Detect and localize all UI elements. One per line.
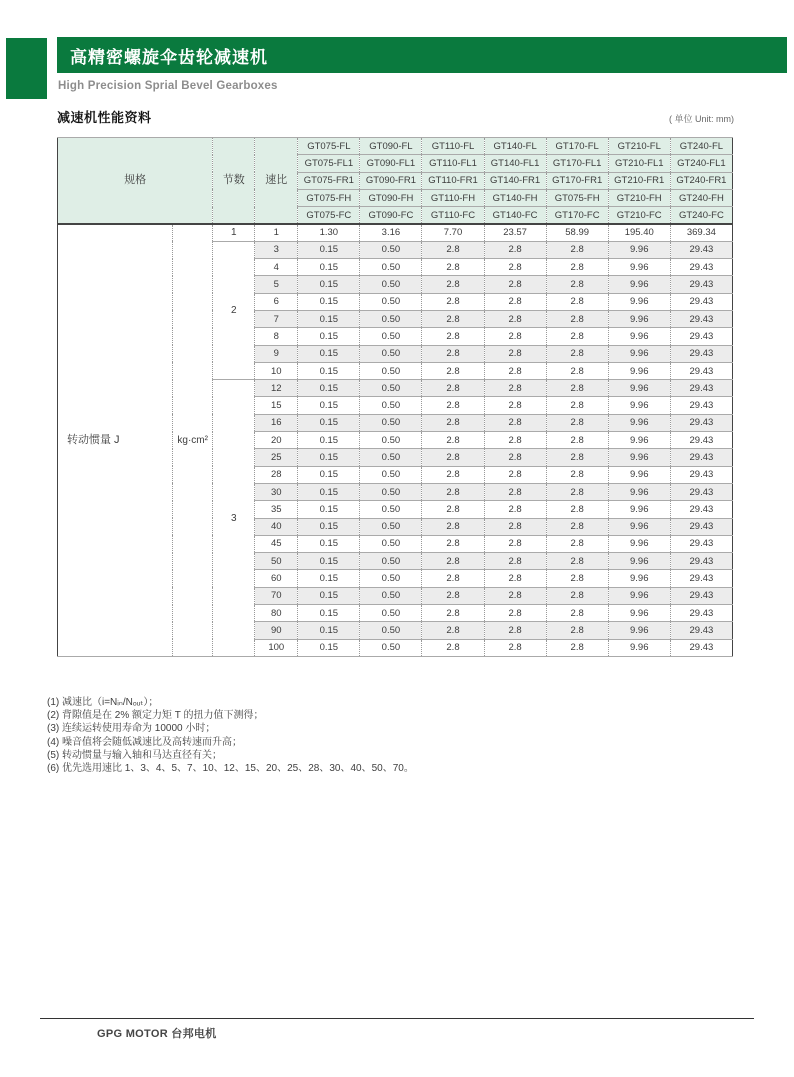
sections-cell: 1: [213, 224, 255, 241]
value-cell: 2.8: [546, 570, 608, 587]
ratio-cell: 50: [255, 553, 298, 570]
value-cell: 29.43: [670, 466, 732, 483]
value-cell: 2.8: [422, 587, 484, 604]
value-cell: 2.8: [422, 432, 484, 449]
ratio-cell: 20: [255, 432, 298, 449]
model-header-cell: GT140-FL1: [484, 155, 546, 172]
value-cell: 9.96: [608, 310, 670, 327]
ratio-cell: 70: [255, 587, 298, 604]
ratio-cell: 1: [255, 224, 298, 241]
value-cell: 2.8: [422, 570, 484, 587]
model-header-cell: GT170-FR1: [546, 172, 608, 189]
model-header-cell: GT140-FC: [484, 207, 546, 224]
value-cell: 0.50: [360, 293, 422, 310]
value-cell: 2.8: [546, 241, 608, 258]
ratio-cell: 35: [255, 501, 298, 518]
model-header-cell: GT110-FR1: [422, 172, 484, 189]
value-cell: 2.8: [546, 414, 608, 431]
value-cell: 9.96: [608, 587, 670, 604]
value-cell: 0.50: [360, 605, 422, 622]
table-header: [58, 138, 733, 224]
value-cell: 23.57: [484, 224, 546, 241]
value-cell: 2.8: [422, 310, 484, 327]
value-cell: 2.8: [484, 553, 546, 570]
value-cell: 0.50: [360, 397, 422, 414]
value-cell: 0.15: [298, 639, 360, 656]
value-cell: 29.43: [670, 241, 732, 258]
value-cell: 2.8: [546, 397, 608, 414]
value-cell: 2.8: [422, 535, 484, 552]
value-cell: 2.8: [546, 276, 608, 293]
value-cell: 29.43: [670, 501, 732, 518]
value-cell: 2.8: [546, 553, 608, 570]
model-header-cell: GT170-FL: [546, 138, 608, 155]
ratio-cell: 80: [255, 605, 298, 622]
model-header-cell: GT110-FL: [422, 138, 484, 155]
value-cell: 9.96: [608, 483, 670, 500]
footer-rule: [40, 1018, 754, 1019]
value-cell: 0.50: [360, 276, 422, 293]
value-cell: 369.34: [670, 224, 732, 241]
table-body: [58, 224, 733, 656]
section-header-row: [57, 107, 734, 126]
value-cell: 0.15: [298, 553, 360, 570]
footnote: (1) 减速比（i=Nᵢₙ/Nₒᵤₜ）；: [47, 697, 159, 708]
footnote: (5) 转动惯量与输入轴和马达直径有关；: [47, 749, 222, 761]
value-cell: 0.15: [298, 259, 360, 276]
value-cell: 0.50: [360, 414, 422, 431]
value-cell: 9.96: [608, 535, 670, 552]
value-cell: 0.15: [298, 605, 360, 622]
value-cell: 9.96: [608, 466, 670, 483]
value-cell: 0.15: [298, 466, 360, 483]
value-cell: 2.8: [484, 535, 546, 552]
model-header-cell: GT140-FL: [484, 138, 546, 155]
value-cell: 9.96: [608, 293, 670, 310]
model-header-cell: GT110-FH: [422, 189, 484, 206]
value-cell: 2.8: [546, 310, 608, 327]
value-cell: 0.50: [360, 432, 422, 449]
value-cell: 2.8: [546, 605, 608, 622]
value-cell: 2.8: [546, 328, 608, 345]
value-cell: 9.96: [608, 449, 670, 466]
value-cell: 2.8: [546, 345, 608, 362]
value-cell: 9.96: [608, 397, 670, 414]
value-cell: 2.8: [546, 518, 608, 535]
model-header-cell: GT090-FR1: [360, 172, 422, 189]
footnote: (6) 优先选用速比 1、3、4、5、7、10、12、15、20、25、28、30、40、50、70。: [47, 763, 414, 775]
brand-square: [6, 38, 47, 99]
value-cell: 2.8: [546, 466, 608, 483]
value-cell: 9.96: [608, 414, 670, 431]
model-header-cell: GT075-FH: [546, 189, 608, 206]
value-cell: 2.8: [546, 483, 608, 500]
value-cell: 2.8: [422, 466, 484, 483]
value-cell: 0.50: [360, 518, 422, 535]
model-header-cell: GT210-FH: [608, 189, 670, 206]
value-cell: 29.43: [670, 483, 732, 500]
value-cell: 1.30: [298, 224, 360, 241]
value-cell: 0.15: [298, 380, 360, 397]
model-header-cell: GT240-FH: [670, 189, 732, 206]
model-header-cell: GT075-FR1: [298, 172, 360, 189]
model-header-cell: GT075-FL1: [298, 155, 360, 172]
model-header-cell: GT090-FC: [360, 207, 422, 224]
value-cell: 9.96: [608, 622, 670, 639]
ratio-cell: 12: [255, 380, 298, 397]
value-cell: 2.8: [484, 345, 546, 362]
ratio-cell: 6: [255, 293, 298, 310]
value-cell: 2.8: [484, 328, 546, 345]
value-cell: 2.8: [484, 362, 546, 379]
value-cell: 2.8: [422, 259, 484, 276]
value-cell: 9.96: [608, 380, 670, 397]
value-cell: 2.8: [422, 501, 484, 518]
value-cell: 29.43: [670, 518, 732, 535]
model-header-cell: GT170-FL1: [546, 155, 608, 172]
value-cell: 3.16: [360, 224, 422, 241]
value-cell: 2.8: [422, 293, 484, 310]
value-cell: 2.8: [484, 259, 546, 276]
value-cell: 2.8: [484, 518, 546, 535]
ratio-cell: 4: [255, 259, 298, 276]
model-header-cell: GT210-FL: [608, 138, 670, 155]
value-cell: 0.50: [360, 553, 422, 570]
ratio-cell: 100: [255, 639, 298, 656]
value-cell: 0.15: [298, 241, 360, 258]
value-cell: 0.15: [298, 276, 360, 293]
value-cell: 0.50: [360, 483, 422, 500]
value-cell: 2.8: [422, 241, 484, 258]
ratio-cell: 40: [255, 518, 298, 535]
value-cell: 0.15: [298, 587, 360, 604]
model-header-cell: GT240-FC: [670, 207, 732, 224]
model-header-cell: GT090-FL1: [360, 155, 422, 172]
value-cell: 0.50: [360, 380, 422, 397]
footnotes: [47, 696, 414, 775]
value-cell: 29.43: [670, 587, 732, 604]
value-cell: 0.15: [298, 501, 360, 518]
value-cell: 0.50: [360, 639, 422, 656]
value-cell: 2.8: [484, 449, 546, 466]
value-cell: 2.8: [546, 639, 608, 656]
value-cell: 2.8: [422, 518, 484, 535]
value-cell: 195.40: [608, 224, 670, 241]
value-cell: 29.43: [670, 345, 732, 362]
value-cell: 2.8: [546, 380, 608, 397]
value-cell: 29.43: [670, 605, 732, 622]
value-cell: 9.96: [608, 259, 670, 276]
value-cell: 29.43: [670, 414, 732, 431]
value-cell: 9.96: [608, 518, 670, 535]
value-cell: 0.50: [360, 310, 422, 327]
value-cell: 9.96: [608, 241, 670, 258]
value-cell: 0.15: [298, 535, 360, 552]
model-header-cell: GT140-FH: [484, 189, 546, 206]
value-cell: 2.8: [546, 622, 608, 639]
value-cell: 29.43: [670, 639, 732, 656]
value-cell: 0.15: [298, 293, 360, 310]
model-header-cell: GT090-FL: [360, 138, 422, 155]
section-title: 减速机性能资料: [57, 110, 152, 125]
ratio-cell: 5: [255, 276, 298, 293]
footnote: (2) 背隙值是在 2% 额定力矩 T 的扭力值下测得；: [47, 710, 264, 722]
sections-cell: 2: [213, 241, 255, 379]
value-cell: 9.96: [608, 362, 670, 379]
value-cell: 2.8: [422, 362, 484, 379]
value-cell: 2.8: [422, 622, 484, 639]
value-cell: 2.8: [484, 432, 546, 449]
value-cell: 0.15: [298, 345, 360, 362]
value-cell: 0.50: [360, 449, 422, 466]
model-header-cell: GT110-FL1: [422, 155, 484, 172]
value-cell: 2.8: [484, 501, 546, 518]
value-cell: 0.15: [298, 414, 360, 431]
value-cell: 0.15: [298, 570, 360, 587]
sections-header-cell: 节数: [213, 138, 255, 224]
ratio-cell: 25: [255, 449, 298, 466]
value-cell: 2.8: [546, 362, 608, 379]
value-cell: 2.8: [422, 639, 484, 656]
value-cell: 2.8: [484, 397, 546, 414]
value-cell: 29.43: [670, 276, 732, 293]
spec-label-cell: 转动惯量 J: [58, 224, 173, 656]
value-cell: 0.15: [298, 483, 360, 500]
value-cell: 2.8: [422, 449, 484, 466]
value-cell: 0.15: [298, 449, 360, 466]
value-cell: 9.96: [608, 501, 670, 518]
value-cell: 2.8: [484, 639, 546, 656]
value-cell: 0.50: [360, 570, 422, 587]
model-header-cell: GT140-FR1: [484, 172, 546, 189]
model-header-cell: GT240-FR1: [670, 172, 732, 189]
value-cell: 2.8: [484, 605, 546, 622]
model-header-cell: GT075-FC: [298, 207, 360, 224]
model-header-cell: GT240-FL1: [670, 155, 732, 172]
sections-cell: 3: [213, 380, 255, 657]
value-cell: 29.43: [670, 328, 732, 345]
value-cell: 0.50: [360, 587, 422, 604]
value-cell: 0.50: [360, 535, 422, 552]
model-header-cell: GT210-FL1: [608, 155, 670, 172]
value-cell: 2.8: [484, 570, 546, 587]
value-cell: 29.43: [670, 397, 732, 414]
value-cell: 2.8: [422, 553, 484, 570]
value-cell: 29.43: [670, 293, 732, 310]
value-cell: 29.43: [670, 570, 732, 587]
value-cell: 2.8: [484, 241, 546, 258]
footnote: (3) 连续运转使用寿命为 10000 小时；: [47, 723, 216, 735]
banner: [57, 37, 787, 73]
ratio-cell: 60: [255, 570, 298, 587]
model-header-cell: GT075-FH: [298, 189, 360, 206]
value-cell: 0.15: [298, 397, 360, 414]
value-cell: 29.43: [670, 535, 732, 552]
value-cell: 58.99: [546, 224, 608, 241]
value-cell: 0.50: [360, 466, 422, 483]
value-cell: 2.8: [422, 345, 484, 362]
value-cell: 0.15: [298, 622, 360, 639]
model-header-cell: GT240-FL: [670, 138, 732, 155]
ratio-cell: 16: [255, 414, 298, 431]
value-cell: 0.50: [360, 345, 422, 362]
value-cell: 2.8: [546, 259, 608, 276]
value-cell: 9.96: [608, 276, 670, 293]
model-header-cell: GT210-FC: [608, 207, 670, 224]
value-cell: 2.8: [484, 293, 546, 310]
model-header-cell: GT075-FL: [298, 138, 360, 155]
value-cell: 2.8: [546, 501, 608, 518]
value-cell: 2.8: [546, 449, 608, 466]
value-cell: 2.8: [422, 605, 484, 622]
ratio-cell: 3: [255, 241, 298, 258]
spec-unit-cell: kg·cm²: [173, 224, 213, 656]
value-cell: 2.8: [422, 276, 484, 293]
ratio-cell: 9: [255, 345, 298, 362]
ratio-cell: 7: [255, 310, 298, 327]
value-cell: 29.43: [670, 259, 732, 276]
value-cell: 7.70: [422, 224, 484, 241]
value-cell: 9.96: [608, 553, 670, 570]
model-header-cell: GT170-FC: [546, 207, 608, 224]
value-cell: 2.8: [484, 276, 546, 293]
value-cell: 0.15: [298, 518, 360, 535]
footer-brand: GPG MOTOR 台邦电机: [97, 1028, 217, 1040]
value-cell: 29.43: [670, 553, 732, 570]
ratio-cell: 30: [255, 483, 298, 500]
value-cell: 2.8: [484, 466, 546, 483]
ratio-cell: 45: [255, 535, 298, 552]
value-cell: 2.8: [546, 293, 608, 310]
model-header-cell: GT210-FR1: [608, 172, 670, 189]
value-cell: 9.96: [608, 328, 670, 345]
ratio-cell: 28: [255, 466, 298, 483]
unit-note: ( 单位 Unit: mm): [669, 114, 734, 124]
value-cell: 2.8: [422, 397, 484, 414]
value-cell: 9.96: [608, 570, 670, 587]
value-cell: 2.8: [484, 380, 546, 397]
value-cell: 2.8: [422, 328, 484, 345]
value-cell: 9.96: [608, 639, 670, 656]
value-cell: 29.43: [670, 432, 732, 449]
ratio-cell: 15: [255, 397, 298, 414]
value-cell: 0.15: [298, 310, 360, 327]
value-cell: 0.50: [360, 259, 422, 276]
ratio-cell: 8: [255, 328, 298, 345]
ratio-cell: 10: [255, 362, 298, 379]
value-cell: 0.50: [360, 328, 422, 345]
value-cell: 9.96: [608, 345, 670, 362]
performance-table: [57, 137, 733, 657]
value-cell: 0.15: [298, 362, 360, 379]
value-cell: 0.50: [360, 622, 422, 639]
value-cell: 9.96: [608, 432, 670, 449]
value-cell: 29.43: [670, 380, 732, 397]
page-subtitle: High Precision Sprial Bevel Gearboxes: [58, 80, 278, 92]
footnote: (4) 噪音值将会随低减速比及高转速而升高；: [47, 736, 242, 748]
value-cell: 29.43: [670, 310, 732, 327]
value-cell: 29.43: [670, 449, 732, 466]
value-cell: 0.50: [360, 362, 422, 379]
value-cell: 0.50: [360, 241, 422, 258]
value-cell: 29.43: [670, 362, 732, 379]
value-cell: 2.8: [422, 414, 484, 431]
model-header-cell: GT090-FH: [360, 189, 422, 206]
value-cell: 2.8: [484, 587, 546, 604]
value-cell: 2.8: [422, 483, 484, 500]
value-cell: 2.8: [484, 483, 546, 500]
ratio-header-cell: 速比: [255, 138, 298, 224]
value-cell: 2.8: [484, 310, 546, 327]
value-cell: 2.8: [484, 622, 546, 639]
value-cell: 2.8: [546, 587, 608, 604]
ratio-cell: 90: [255, 622, 298, 639]
value-cell: 0.50: [360, 501, 422, 518]
value-cell: 29.43: [670, 622, 732, 639]
model-header-cell: GT110-FC: [422, 207, 484, 224]
value-cell: 2.8: [546, 432, 608, 449]
value-cell: 0.15: [298, 432, 360, 449]
spec-header-cell: 规格: [58, 138, 213, 224]
value-cell: 2.8: [546, 535, 608, 552]
value-cell: 0.15: [298, 328, 360, 345]
page-title: 高精密螺旋伞齿轮减速机: [70, 47, 268, 67]
value-cell: 2.8: [422, 380, 484, 397]
value-cell: 2.8: [484, 414, 546, 431]
value-cell: 9.96: [608, 605, 670, 622]
